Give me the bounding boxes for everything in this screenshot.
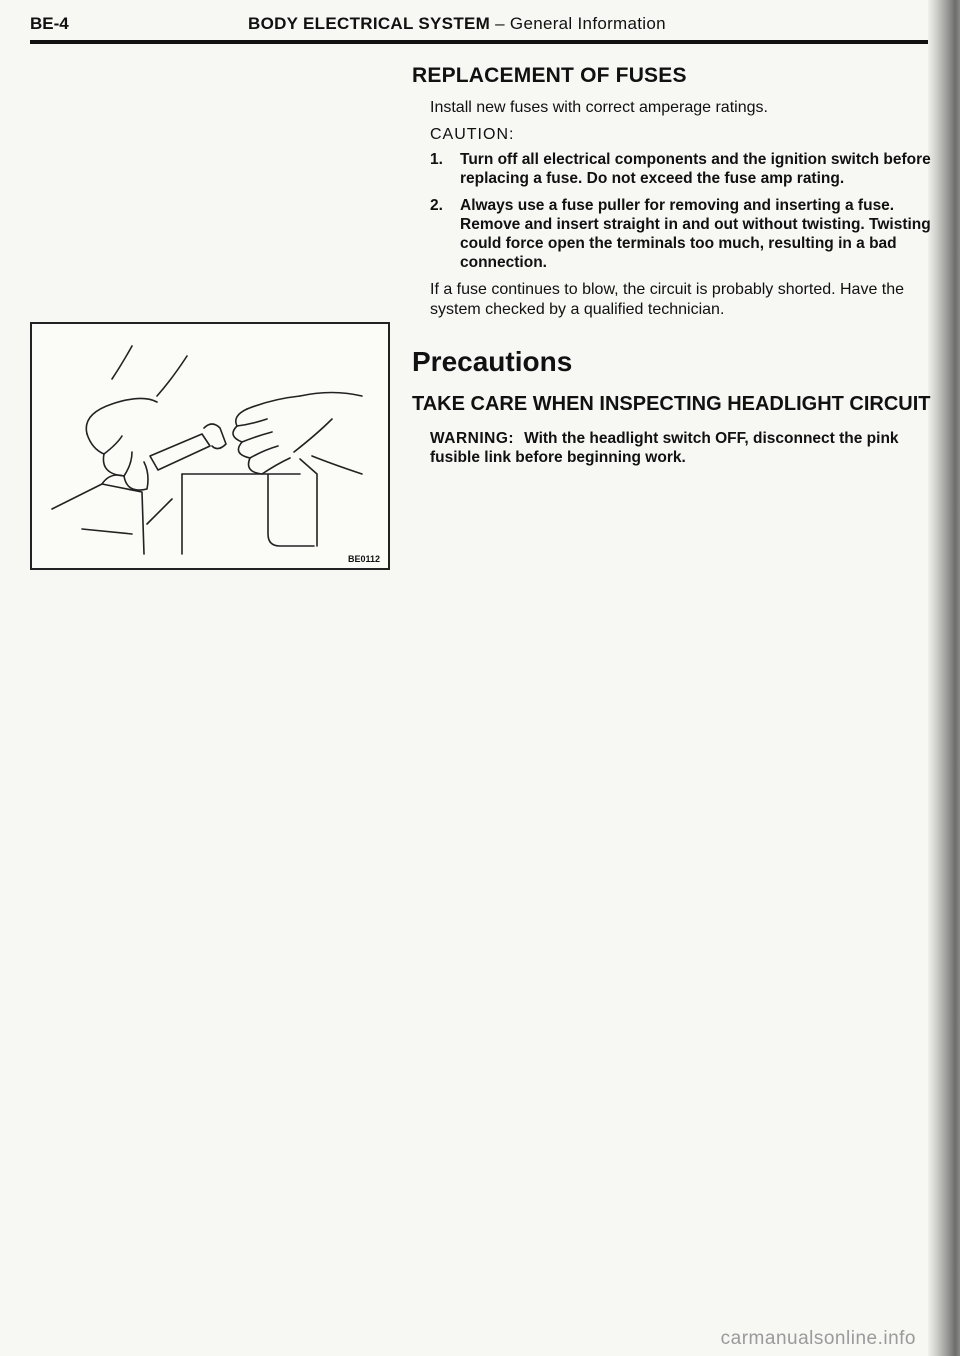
fuse-puller-illustration — [30, 322, 390, 570]
page-header — [30, 14, 948, 44]
hands-fuse-illustration — [32, 324, 388, 568]
shorted-circuit-note: If a fuse continues to blow, the circuit is probably shorted. Have the system checked by a qualified technician. — [430, 281, 905, 318]
headlight-circuit-heading: TAKE CARE WHEN INSPECTING HEADLIGHT CIRCUIT — [412, 393, 931, 415]
figure-code: BE0112 — [347, 554, 380, 564]
content-column — [412, 64, 932, 467]
watermark: carmanualsonline.info — [720, 1328, 916, 1349]
warning-label: WARNING: — [430, 430, 515, 447]
caution-label: CAUTION: — [430, 126, 515, 143]
section-title: BODY ELECTRICAL SYSTEM — [248, 14, 491, 33]
fuse-replacement-heading: REPLACEMENT OF FUSES — [412, 64, 687, 87]
page-code: BE-4 — [30, 14, 69, 33]
page-heading — [248, 14, 666, 34]
fuse-intro: Install new fuses with correct amperage ratings. — [430, 99, 768, 116]
caution-item-text: Always use a fuse puller for removing and inserting a fuse. Remove and insert straight in and out without twisting. Twisting could force open the terminals too much, resulting in a bad connection. — [460, 197, 931, 271]
warning-text: With the headlight switch OFF, disconnect the pink fusible link before beginning work. — [430, 430, 899, 466]
caution-item-number: 2. — [430, 197, 443, 214]
caution-list — [412, 150, 932, 272]
scan-page-edge — [928, 0, 960, 1356]
caution-item-text: Turn off all electrical components and the ignition switch before replacing a fuse. Do not exceed the fuse amp rating. — [460, 151, 931, 187]
precautions-heading: Precautions — [412, 346, 573, 377]
section-subtitle: – General Information — [495, 14, 666, 33]
warning-block — [412, 429, 932, 467]
caution-item — [430, 196, 932, 272]
caution-item — [430, 150, 932, 188]
caution-item-number: 1. — [430, 151, 443, 168]
